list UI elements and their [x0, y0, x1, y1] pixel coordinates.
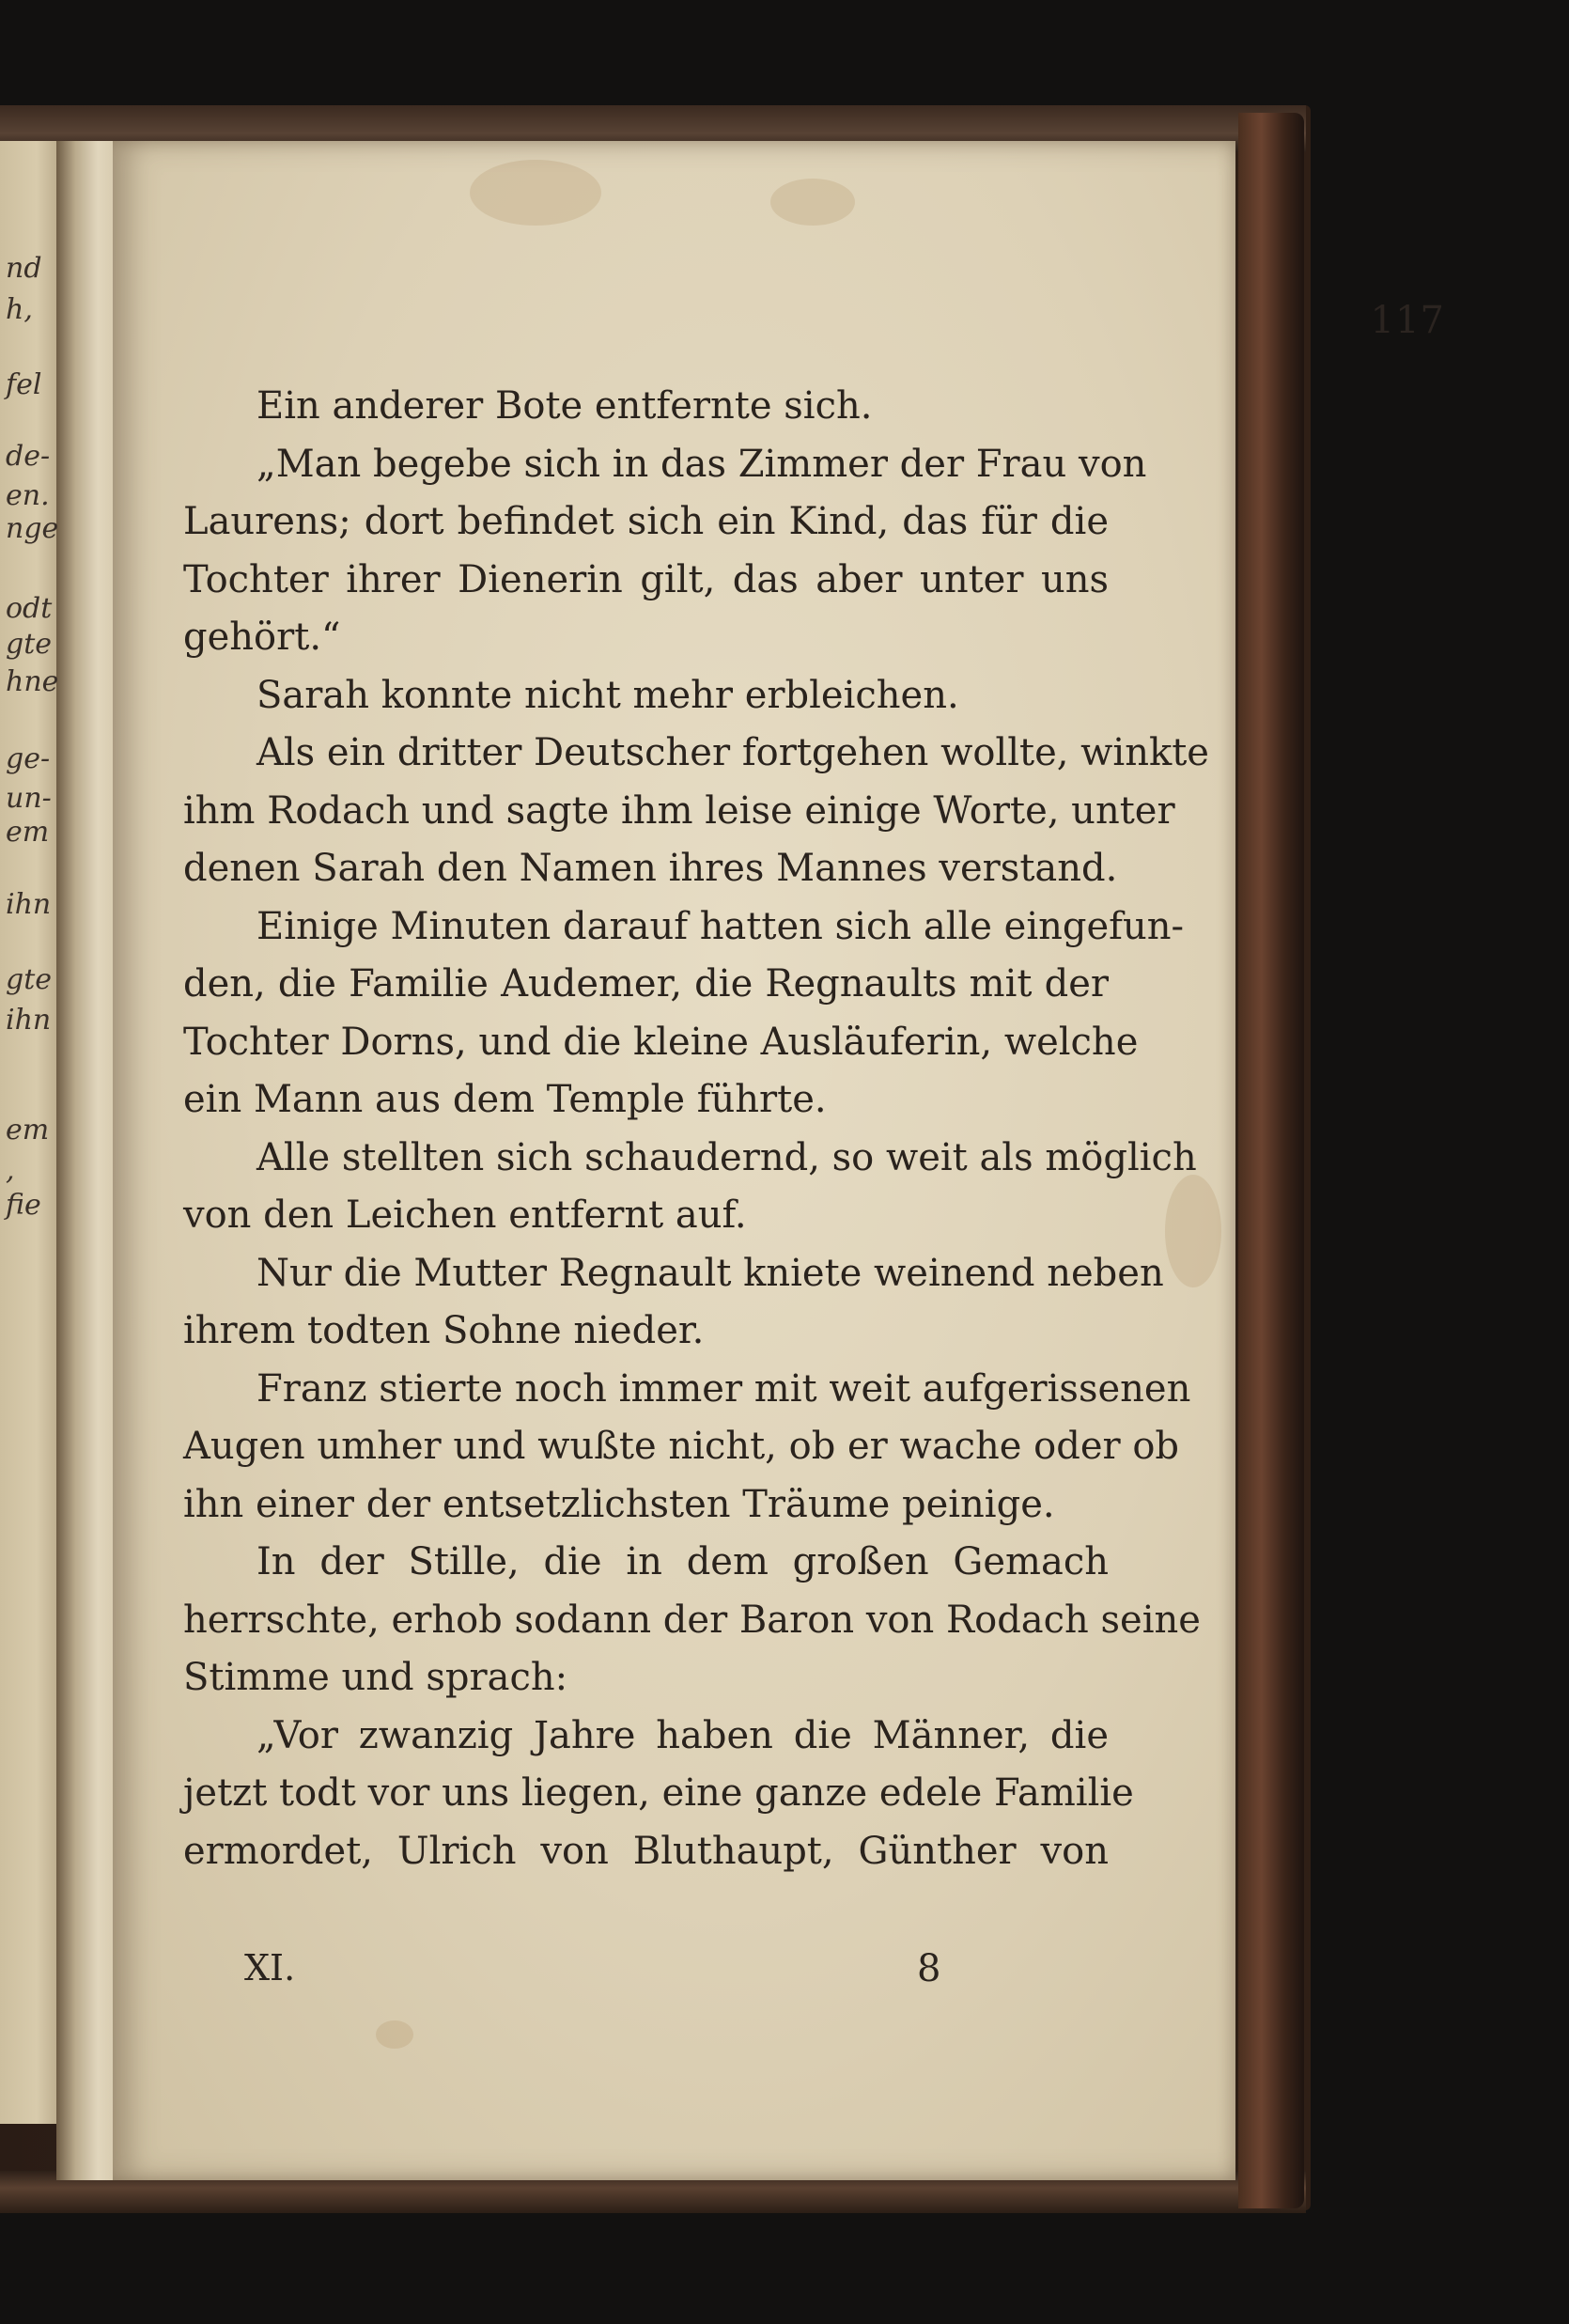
text-line: Alle stellten sich schaudernd, so weit als möglich — [256, 1135, 1197, 1179]
text-line: In der Stille, die in dem großen Gemach — [256, 1540, 1109, 1583]
text-line: ihrem todten Sohne nieder. — [183, 1309, 705, 1352]
left-page-text-fragment: un- — [6, 782, 52, 815]
text-line: ein Mann aus dem Temple führte. — [183, 1078, 827, 1121]
text-line: Franz stierte noch immer mit weit aufgerissenen — [256, 1366, 1191, 1411]
left-page-text-fragment: ihn — [6, 1004, 52, 1037]
left-page-text-fragment: em — [6, 816, 50, 849]
text-line: Sarah konnte nicht mehr erbleichen. — [256, 673, 959, 717]
left-page-text-fragment: , — [6, 1154, 15, 1187]
body-text — [183, 378, 1209, 1880]
text-line: Tochter ihrer Dienerin gilt, das aber unter uns — [183, 557, 1109, 601]
text-line: Nur die Mutter Regnault kniete weinend neben — [256, 1251, 1164, 1295]
text-line: Laurens; dort befindet sich ein Kind, das für die — [183, 500, 1109, 543]
text-line: Tochter Dorns, und die kleine Ausläuferin, welche — [183, 1020, 1139, 1064]
left-page-text-fragment: hne — [6, 665, 59, 698]
text-line: ermordet, Ulrich von Bluthaupt, Günther von — [183, 1829, 1109, 1873]
left-page-text-fragment: en. — [6, 479, 50, 512]
left-page-text-fragment: em — [6, 1114, 50, 1146]
left-page-text-fragment: ihn — [6, 888, 52, 921]
left-page-text-fragment: h, — [6, 293, 33, 326]
text-line: den, die Familie Audemer, die Regnaults mit der — [183, 962, 1109, 1006]
text-line: jetzt todt vor uns liegen, eine ganze edele Familie — [183, 1771, 1134, 1815]
text-line: Einige Minuten darauf hatten sich alle eingefun- — [256, 904, 1185, 948]
left-page-text-fragment: gte — [6, 963, 53, 996]
foxing-stain — [470, 160, 601, 226]
page-number: 117 — [1370, 299, 1445, 342]
text-line: herrschte, erhob sodann der Baron von Rodach seine — [183, 1598, 1201, 1642]
text-line: denen Sarah den Namen ihres Mannes verstand. — [183, 847, 1118, 890]
text-line: von den Leichen entfernt auf. — [183, 1193, 747, 1237]
text-line: gehört.“ — [183, 616, 341, 659]
left-page-text-fragment: nge — [6, 512, 59, 545]
left-page-text-fragment: de- — [6, 440, 51, 473]
left-page-text-fragment: gte — [6, 628, 53, 661]
foxing-stain — [770, 179, 855, 226]
text-line: Ein anderer Bote entfernte sich. — [256, 384, 873, 428]
cover-right-edge — [1238, 113, 1304, 2208]
signature-number: 8 — [917, 1947, 941, 1990]
left-page-text-fragment: nd — [6, 252, 42, 285]
left-page-text-fragment: fel — [6, 368, 42, 401]
left-page-text-fragment: odt — [6, 592, 53, 625]
text-line: ihn einer der entsetzlichsten Träume peinige. — [183, 1482, 1055, 1526]
text-line: Augen umher und wußte nicht, ob er wache oder ob — [183, 1425, 1180, 1468]
signature-mark: XI. — [244, 1947, 296, 1989]
text-line: „Vor zwanzig Jahre haben die Männer, die — [256, 1713, 1109, 1757]
left-page-text-fragment: ge- — [6, 742, 51, 775]
foxing-stain — [1165, 1175, 1221, 1287]
text-line: ihm Rodach und sagte ihm leise einige Worte, unter — [183, 788, 1175, 833]
foxing-stain — [376, 2020, 413, 2049]
text-line: „Man begebe sich in das Zimmer der Frau von — [256, 442, 1147, 486]
left-page-text-fragment: fie — [6, 1189, 41, 1222]
text-line: Als ein dritter Deutscher fortgehen wollte, winkte — [256, 731, 1209, 774]
text-line: Stimme und sprach: — [183, 1656, 568, 1699]
